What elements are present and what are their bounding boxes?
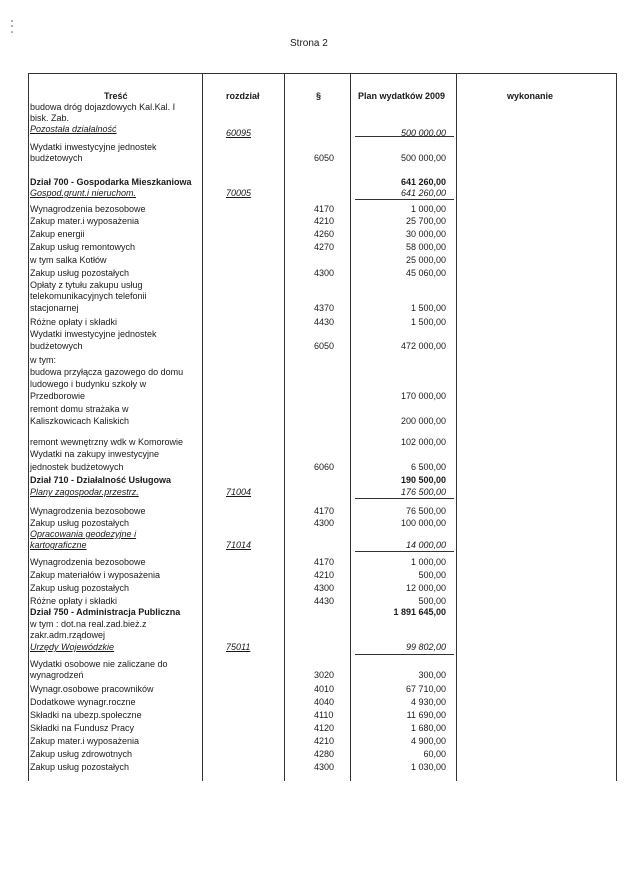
row-tresc: Zakup usług pozostałych xyxy=(30,583,130,593)
row-tresc: Wynagr.osobowe pracowników xyxy=(30,684,154,694)
row-tresc: remont wewnętrzny wdk w Komorowie xyxy=(30,437,184,447)
header-tresc: Treść xyxy=(104,91,128,101)
row-tresc: stacjonarnej xyxy=(30,303,79,313)
row-plan-value: 1 030,00 xyxy=(410,762,446,772)
row-plan-value: 4 930,00 xyxy=(410,697,446,707)
section-underline xyxy=(355,199,454,200)
row-tresc: Wynagrodzenia bezosobowe xyxy=(30,557,146,567)
header-wykonanie: wykonanie xyxy=(507,91,554,101)
row-plan-value: 58 000,00 xyxy=(405,242,446,252)
row-paragraf: 6060 xyxy=(314,462,335,472)
row-plan-value: 14 000,00 xyxy=(405,540,446,550)
row-tresc: budżetowych xyxy=(30,153,83,163)
section-underline xyxy=(355,551,454,552)
row-rozdzial: 71004 xyxy=(226,487,252,497)
row-tresc: Dodatkowe wynagr.roczne xyxy=(30,697,136,707)
row-tresc: Dział 710 - Działalność Usługowa xyxy=(30,475,172,485)
row-plan-value: 99 802,00 xyxy=(405,642,446,652)
row-paragraf: 4210 xyxy=(314,216,335,226)
row-paragraf: 4280 xyxy=(314,749,335,759)
row-tresc: wynagrodzeń xyxy=(30,670,84,680)
row-rozdzial: 71014 xyxy=(226,540,252,550)
row-plan-value: 25 700,00 xyxy=(405,216,446,226)
row-tresc: Plany zagospodar.przestrz. xyxy=(30,487,139,497)
row-tresc: Opłaty z tytułu zakupu usług xyxy=(30,280,143,290)
row-tresc: Dział 700 - Gospodarka Mieszkaniowa xyxy=(30,177,192,187)
row-plan-value: 100 000,00 xyxy=(400,518,446,528)
row-paragraf: 4370 xyxy=(314,303,335,313)
row-tresc: kartograficzne xyxy=(30,540,87,550)
row-tresc: Zakup usług pozostałych xyxy=(30,518,130,528)
row-tresc: Wydatki inwestycyjne jednostek xyxy=(30,142,157,152)
row-tresc: bisk. Zab. xyxy=(30,113,70,123)
row-tresc: budżetowych xyxy=(30,341,83,351)
row-plan-value: 1 891 645,00 xyxy=(393,607,446,617)
row-paragraf: 4430 xyxy=(314,596,335,606)
row-paragraf: 4210 xyxy=(314,570,335,580)
row-tresc: Wynagrodzenia bezosobowe xyxy=(30,204,146,214)
row-tresc: budowa przyłącza gazowego do domu xyxy=(30,367,184,377)
row-paragraf: 4300 xyxy=(314,268,335,278)
row-paragraf: 6050 xyxy=(314,341,335,351)
row-tresc: Różne opłaty i składki xyxy=(30,317,118,327)
row-tresc: w tym : dot.na real.zad.bież.z xyxy=(30,619,147,629)
row-plan-value: 641 260,00 xyxy=(400,177,446,187)
row-tresc: Zakup materiałów i wyposażenia xyxy=(30,570,161,580)
row-tresc: Wydatki osobowe nie zaliczane do xyxy=(30,659,168,669)
row-plan-value: 500 000,00 xyxy=(400,153,446,163)
row-tresc: zakr.adm.rządowej xyxy=(30,630,106,640)
row-tresc: Opracowania geodezyjne i xyxy=(30,529,137,539)
row-tresc: Składki na Fundusz Pracy xyxy=(30,723,135,733)
row-tresc: Urzędy Wojewódzkie xyxy=(30,642,115,652)
row-rozdzial: 70005 xyxy=(226,188,252,198)
row-tresc: w tym: xyxy=(30,355,56,365)
row-plan-value: 30 000,00 xyxy=(405,229,446,239)
row-plan-value: 11 690,00 xyxy=(406,710,446,720)
row-paragraf: 4040 xyxy=(314,697,335,707)
row-plan-value: 200 000,00 xyxy=(400,416,446,426)
row-tresc: Kaliszkowicach Kaliskich xyxy=(30,416,130,426)
row-plan-value: 6 500,00 xyxy=(410,462,446,472)
row-plan-value: 472 000,00 xyxy=(400,341,446,351)
row-tresc: Zakup usług pozostałych xyxy=(30,762,130,772)
row-tresc: Zakup usług pozostałych xyxy=(30,268,130,278)
row-tresc: Wydatki inwestycyjne jednostek xyxy=(30,329,157,339)
row-plan-value: 76 500,00 xyxy=(405,506,446,516)
row-paragraf: 4260 xyxy=(314,229,335,239)
row-tresc: ludowego i budynku szkoły w xyxy=(30,379,147,389)
row-tresc: budowa dróg dojazdowych Kal.Kal. I xyxy=(30,102,176,112)
row-paragraf: 4300 xyxy=(314,583,335,593)
row-rozdzial: 75011 xyxy=(226,642,251,652)
row-tresc: Pozostała działalność xyxy=(30,124,117,134)
row-paragraf: 4170 xyxy=(314,557,335,567)
row-paragraf: 4270 xyxy=(314,242,335,252)
row-tresc: Różne opłaty i składki xyxy=(30,596,118,606)
row-plan-value: 500,00 xyxy=(418,570,446,580)
row-plan-value: 190 500,00 xyxy=(400,475,446,485)
row-plan-value: 12 000,00 xyxy=(405,583,446,593)
row-paragraf: 4170 xyxy=(314,506,335,516)
header-rozdzial: rozdział xyxy=(226,91,260,101)
row-plan-value: 45 060,00 xyxy=(405,268,446,278)
row-plan-value: 176 500,00 xyxy=(400,487,446,497)
row-tresc: telekomunikacyjnych telefonii xyxy=(30,291,147,301)
row-tresc: Przedborowie xyxy=(30,391,86,401)
row-plan-value: 60,00 xyxy=(423,749,446,759)
row-tresc: Wynagrodzenia bezosobowe xyxy=(30,506,146,516)
row-tresc: jednostek budżetowych xyxy=(30,462,124,472)
row-plan-value: 641 260,00 xyxy=(400,188,446,198)
row-paragraf: 3020 xyxy=(314,670,335,680)
row-paragraf: 4300 xyxy=(314,762,335,772)
row-tresc: Zakup mater.i wyposażenia xyxy=(30,216,140,226)
row-plan-value: 500 000,00 xyxy=(400,128,446,138)
row-tresc: w tym salka Kotłów xyxy=(30,255,107,265)
section-underline xyxy=(355,498,454,499)
row-plan-value: 1 000,00 xyxy=(410,557,446,567)
row-plan-value: 170 000,00 xyxy=(400,391,446,401)
row-tresc: Dział 750 - Administracja Publiczna xyxy=(30,607,181,617)
row-rozdzial: 60095 xyxy=(226,128,252,138)
page-number: Strona 2 xyxy=(290,38,328,49)
row-tresc: Zakup usług remontowych xyxy=(30,242,136,252)
row-plan-value: 1 500,00 xyxy=(410,303,446,313)
row-plan-value: 500,00 xyxy=(418,596,446,606)
row-tresc: Zakup energii xyxy=(30,229,85,239)
row-tresc: Wydatki na zakupy inwestycyjne xyxy=(30,449,159,459)
row-plan-value: 4 900,00 xyxy=(410,736,446,746)
row-tresc: Zakup usług zdrowotnych xyxy=(30,749,133,759)
row-tresc: remont domu strażaka w xyxy=(30,404,129,414)
row-tresc: Zakup mater.i wyposażenia xyxy=(30,736,140,746)
row-plan-value: 102 000,00 xyxy=(400,437,446,447)
row-paragraf: 4120 xyxy=(314,723,335,733)
row-paragraf: 4210 xyxy=(314,736,335,746)
row-plan-value: 300,00 xyxy=(418,670,446,680)
row-paragraf: 4300 xyxy=(314,518,335,528)
row-paragraf: 6050 xyxy=(314,153,335,163)
section-underline xyxy=(355,654,454,655)
row-plan-value: 1 000,00 xyxy=(410,204,446,214)
row-paragraf: 4430 xyxy=(314,317,335,327)
row-paragraf: 4170 xyxy=(314,204,335,214)
row-tresc: Gospod.grunt.i nieruchom. xyxy=(30,188,137,198)
header-paragraf: § xyxy=(316,91,322,101)
row-plan-value: 1 680,00 xyxy=(410,723,446,733)
row-plan-value: 25 000,00 xyxy=(405,255,446,265)
row-paragraf: 4010 xyxy=(314,684,335,694)
header-plan: Plan wydatków 2009 xyxy=(358,91,446,101)
row-plan-value: 67 710,00 xyxy=(405,684,446,694)
row-plan-value: 1 500,00 xyxy=(410,317,446,327)
section-underline xyxy=(355,136,454,137)
row-paragraf: 4110 xyxy=(314,710,334,720)
row-tresc: Składki na ubezp.społeczne xyxy=(30,710,142,720)
